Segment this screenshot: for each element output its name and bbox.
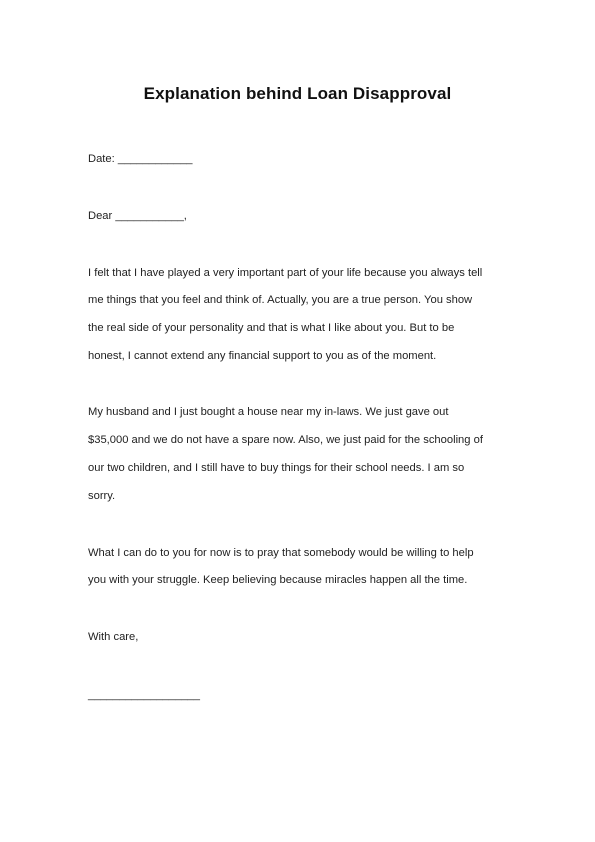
paragraph-2-line-2: $35,000 and we do not have a spare now. Also, we just paid for the schooling of: [88, 434, 483, 446]
date-line: Date: ____________: [88, 153, 193, 165]
signature-line: __________________: [88, 689, 200, 701]
letter-title: Explanation behind Loan Disapproval: [143, 84, 452, 103]
paragraph-1-line-4: honest, I cannot extend any financial support to you as of the moment.: [88, 350, 437, 362]
paragraph-3-line-1: What I can do to you for now is to pray that somebody would be willing to help: [88, 547, 474, 559]
closing: With care,: [88, 631, 139, 643]
paragraph-2-line-4: sorry.: [88, 490, 116, 502]
paragraph-1-line-1: I felt that I have played a very important part of your life because you always tell: [88, 267, 483, 279]
salutation: Dear ___________,: [88, 210, 187, 222]
paragraph-1-line-2: me things that you feel and think of. Actually, you are a true person. You show: [88, 294, 473, 306]
paragraph-2-line-3: our two children, and I still have to buy things for their school needs. I am so: [88, 462, 465, 474]
paragraph-1-line-3: the real side of your personality and that is what I like about you. But to be: [88, 322, 455, 334]
paragraph-3-line-2: you with your struggle. Keep believing because miracles happen all the time.: [88, 574, 468, 586]
paragraph-2-line-1: My husband and I just bought a house near my in-laws. We just gave out: [88, 406, 449, 418]
